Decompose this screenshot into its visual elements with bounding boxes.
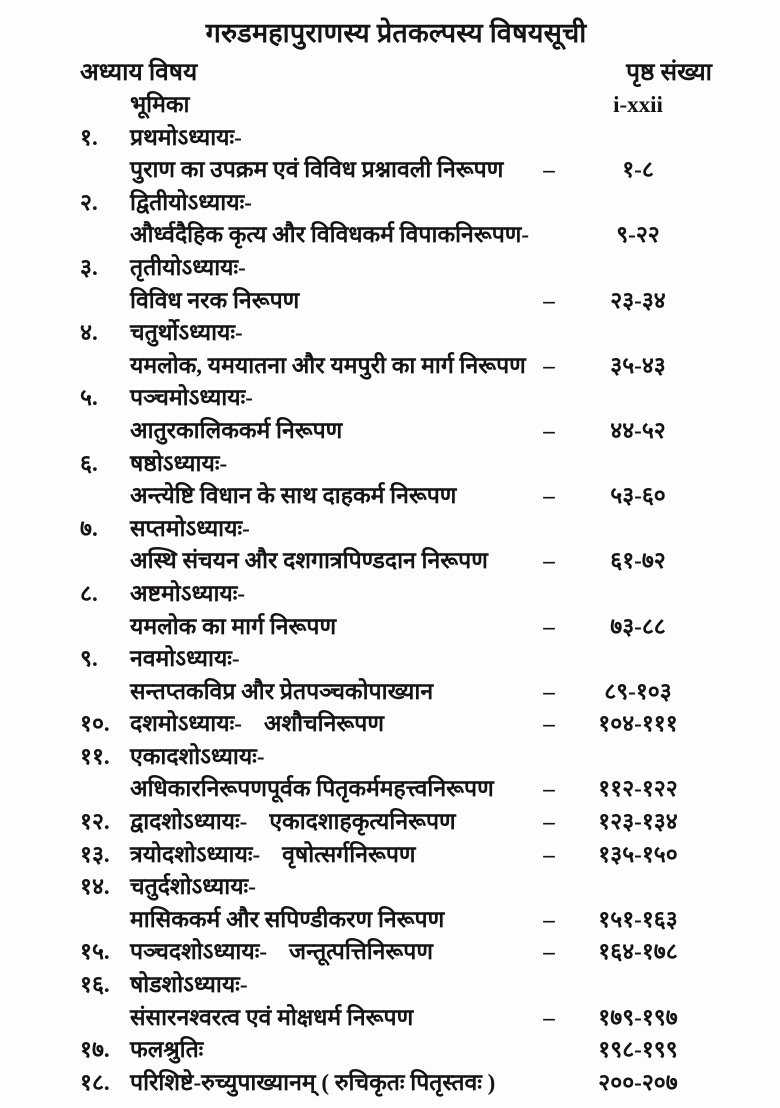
entry-pages: १-८ — [622, 157, 654, 183]
preface-row — [80, 89, 712, 122]
entry-number: ७. — [80, 515, 98, 541]
dash-separator: – — [543, 287, 555, 313]
entry-title: त्रयोदशोऽध्यायः- — [130, 841, 261, 867]
entry-description-row — [80, 480, 712, 513]
entry-number: ६. — [80, 450, 98, 476]
entry-title: षोडशोऽध्यायः- — [130, 972, 248, 998]
entry-title: तृतीयोऽध्यायः- — [130, 254, 246, 280]
entry-description-row — [80, 219, 712, 252]
entry-description-row — [80, 611, 712, 644]
entry-title: प्रथमोऽध्यायः- — [130, 124, 242, 150]
entry-description-row — [80, 154, 712, 187]
entry-title: सप्तमोऽध्यायः- — [130, 515, 250, 541]
entry-title: पञ्चमोऽध्यायः- — [130, 385, 253, 411]
entry-pages: ६१-७२ — [610, 548, 666, 574]
entry-number: १५. — [80, 939, 110, 965]
entry-title-row — [80, 252, 712, 285]
entry-title-row — [80, 643, 712, 676]
entry-row — [80, 1067, 712, 1100]
toc-entries — [80, 122, 712, 1100]
dash-separator: – — [543, 939, 555, 965]
dash-separator: – — [543, 483, 555, 509]
entry-number: १४. — [80, 874, 110, 900]
entry-pages: १९८-१९९ — [598, 1037, 678, 1063]
entry-number: १०. — [80, 711, 110, 737]
entry-pages: १३५-१५० — [598, 841, 678, 867]
entry-title-row — [80, 187, 712, 220]
entry-pages: २००-२०७ — [598, 1069, 678, 1095]
entry-description: और्ध्वदैहिक कृत्य और विविधकर्म विपाकनिरूपण- — [130, 222, 530, 248]
entry-description-row — [80, 773, 712, 806]
entry-pages: ९-२२ — [616, 222, 660, 248]
entry-number: ८. — [80, 580, 98, 606]
entry-title: अष्टमोऽध्यायः- — [130, 580, 246, 606]
entry-description: यमलोक, यमयातना और यमपुरी का मार्ग निरूपण — [130, 352, 526, 378]
entry-description-row — [80, 545, 712, 578]
entry-description: सन्तप्तकविप्र और प्रेतपञ्चकोपाख्यान — [130, 678, 434, 704]
entry-description-row — [80, 285, 712, 318]
entry-title-row — [80, 969, 712, 1002]
entry-row — [80, 1034, 712, 1067]
entry-pages: १५१-१६३ — [598, 906, 678, 932]
entry-row — [80, 936, 712, 969]
entry-pages: ११२-१२२ — [598, 776, 678, 802]
entry-description: पुराण का उपक्रम एवं विविध प्रश्नावली निरूपण — [130, 157, 504, 183]
dash-separator: – — [543, 417, 555, 443]
entry-description: विविध नरक निरूपण — [130, 287, 300, 313]
entry-pages: १७९-१९७ — [598, 1004, 678, 1030]
entry-title-row — [80, 382, 712, 415]
column-header-chapter-subject: अध्याय विषय — [80, 59, 198, 86]
entry-title-row — [80, 578, 712, 611]
entry-title: पञ्चदशोऽध्यायः- — [130, 939, 268, 965]
entry-row — [80, 708, 712, 741]
entry-description: अन्त्येष्टि विधान के साथ दाहकर्म निरूपण — [130, 483, 457, 509]
entry-description: अस्थि संचयन और दशगात्रपिण्डदान निरूपण — [130, 548, 488, 574]
entry-row — [80, 806, 712, 839]
entry-description: वृषोत्सर्गनिरूपण — [282, 841, 416, 867]
entry-description: अधिकारनिरूपणपूर्वक पितृकर्ममहत्त्वनिरूपण — [130, 776, 494, 802]
entry-description-row — [80, 904, 712, 937]
entry-pages: १२३-१३४ — [598, 809, 678, 835]
entry-pages: १०४-१११ — [598, 711, 678, 737]
entry-title: चतुर्दशोऽध्यायः- — [130, 874, 256, 900]
entry-title-row — [80, 448, 712, 481]
entry-title-row — [80, 513, 712, 546]
entry-description: यमलोक का मार्ग निरूपण — [130, 613, 337, 639]
entry-number: ९. — [80, 646, 98, 672]
entry-pages: १६४-१७८ — [598, 939, 678, 965]
entry-description: संसारनश्वरत्व एवं मोक्षधर्म निरूपण — [130, 1004, 414, 1030]
entry-title: नवमोऽध्यायः- — [130, 646, 240, 672]
entry-number: ४. — [80, 320, 98, 346]
entry-title: दशमोऽध्यायः- — [130, 711, 242, 737]
entry-pages: ४४-५२ — [610, 417, 666, 443]
entry-title: फलश्रुतिः — [130, 1037, 204, 1063]
entry-description-row — [80, 350, 712, 383]
dash-separator: – — [543, 809, 555, 835]
entry-title: द्वादशोऽध्यायः- — [130, 809, 248, 835]
entry-title-row — [80, 317, 712, 350]
dash-separator: – — [543, 613, 555, 639]
dash-separator: – — [543, 678, 555, 704]
entry-number: १. — [80, 124, 98, 150]
entry-description-row — [80, 415, 712, 448]
entry-title: चतुर्थोऽध्यायः- — [130, 320, 243, 346]
entry-title-row — [80, 122, 712, 155]
entry-number: १३. — [80, 841, 110, 867]
column-headers — [80, 56, 712, 89]
entry-pages: ५३-६० — [610, 483, 666, 509]
entry-title: एकादशोऽध्यायः- — [130, 743, 265, 769]
column-header-page-number: पृष्ठ संख्या — [626, 59, 712, 86]
entry-number: १८. — [80, 1069, 110, 1095]
dash-separator: – — [543, 1004, 555, 1030]
page-title: गरुडमहापुराणस्य प्रेतकल्पस्य विषयसूची — [205, 18, 587, 48]
preface-label: भूमिका — [130, 92, 190, 117]
entry-number: १७. — [80, 1037, 110, 1063]
entry-description: आतुरकालिककर्म निरूपण — [130, 417, 343, 443]
dash-separator: – — [543, 548, 555, 574]
entry-number: ३. — [80, 254, 98, 280]
entry-description: एकादशाहकृत्यनिरूपण — [269, 809, 456, 835]
entry-number: १६. — [80, 972, 110, 998]
entry-title-row — [80, 741, 712, 774]
dash-separator: – — [543, 157, 555, 183]
entry-description-row — [80, 676, 712, 709]
entry-description: जन्तूत्पत्तिनिरूपण — [289, 939, 433, 965]
entry-title: षष्ठोऽध्यायः- — [130, 450, 228, 476]
dash-separator: – — [543, 906, 555, 932]
dash-separator: – — [543, 352, 555, 378]
entry-pages: ७३-८८ — [610, 613, 666, 639]
preface-pages: i-xxii — [613, 92, 663, 117]
entry-description: मासिककर्म और सपिण्डीकरण निरूपण — [130, 906, 445, 932]
entry-title: परिशिष्टे-रुच्युपाख्यानम् ( रुचिकृतः पितृस्तवः ) — [130, 1069, 496, 1095]
dash-separator: – — [543, 711, 555, 737]
entry-number: १२. — [80, 809, 110, 835]
entry-title: द्वितीयोऽध्यायः- — [130, 189, 252, 215]
entry-description-row — [80, 1002, 712, 1035]
dash-separator: – — [543, 841, 555, 867]
entry-row — [80, 839, 712, 872]
dash-separator: – — [543, 776, 555, 802]
entry-pages: ८९-१०३ — [604, 678, 672, 704]
entry-title-row — [80, 871, 712, 904]
entry-number: ५. — [80, 385, 98, 411]
entry-pages: ३५-४३ — [610, 352, 666, 378]
entry-number: ११. — [80, 743, 110, 769]
entry-description: अशौचनिरूपण — [263, 711, 384, 737]
entry-number: २. — [80, 189, 98, 215]
entry-pages: २३-३४ — [610, 287, 666, 313]
